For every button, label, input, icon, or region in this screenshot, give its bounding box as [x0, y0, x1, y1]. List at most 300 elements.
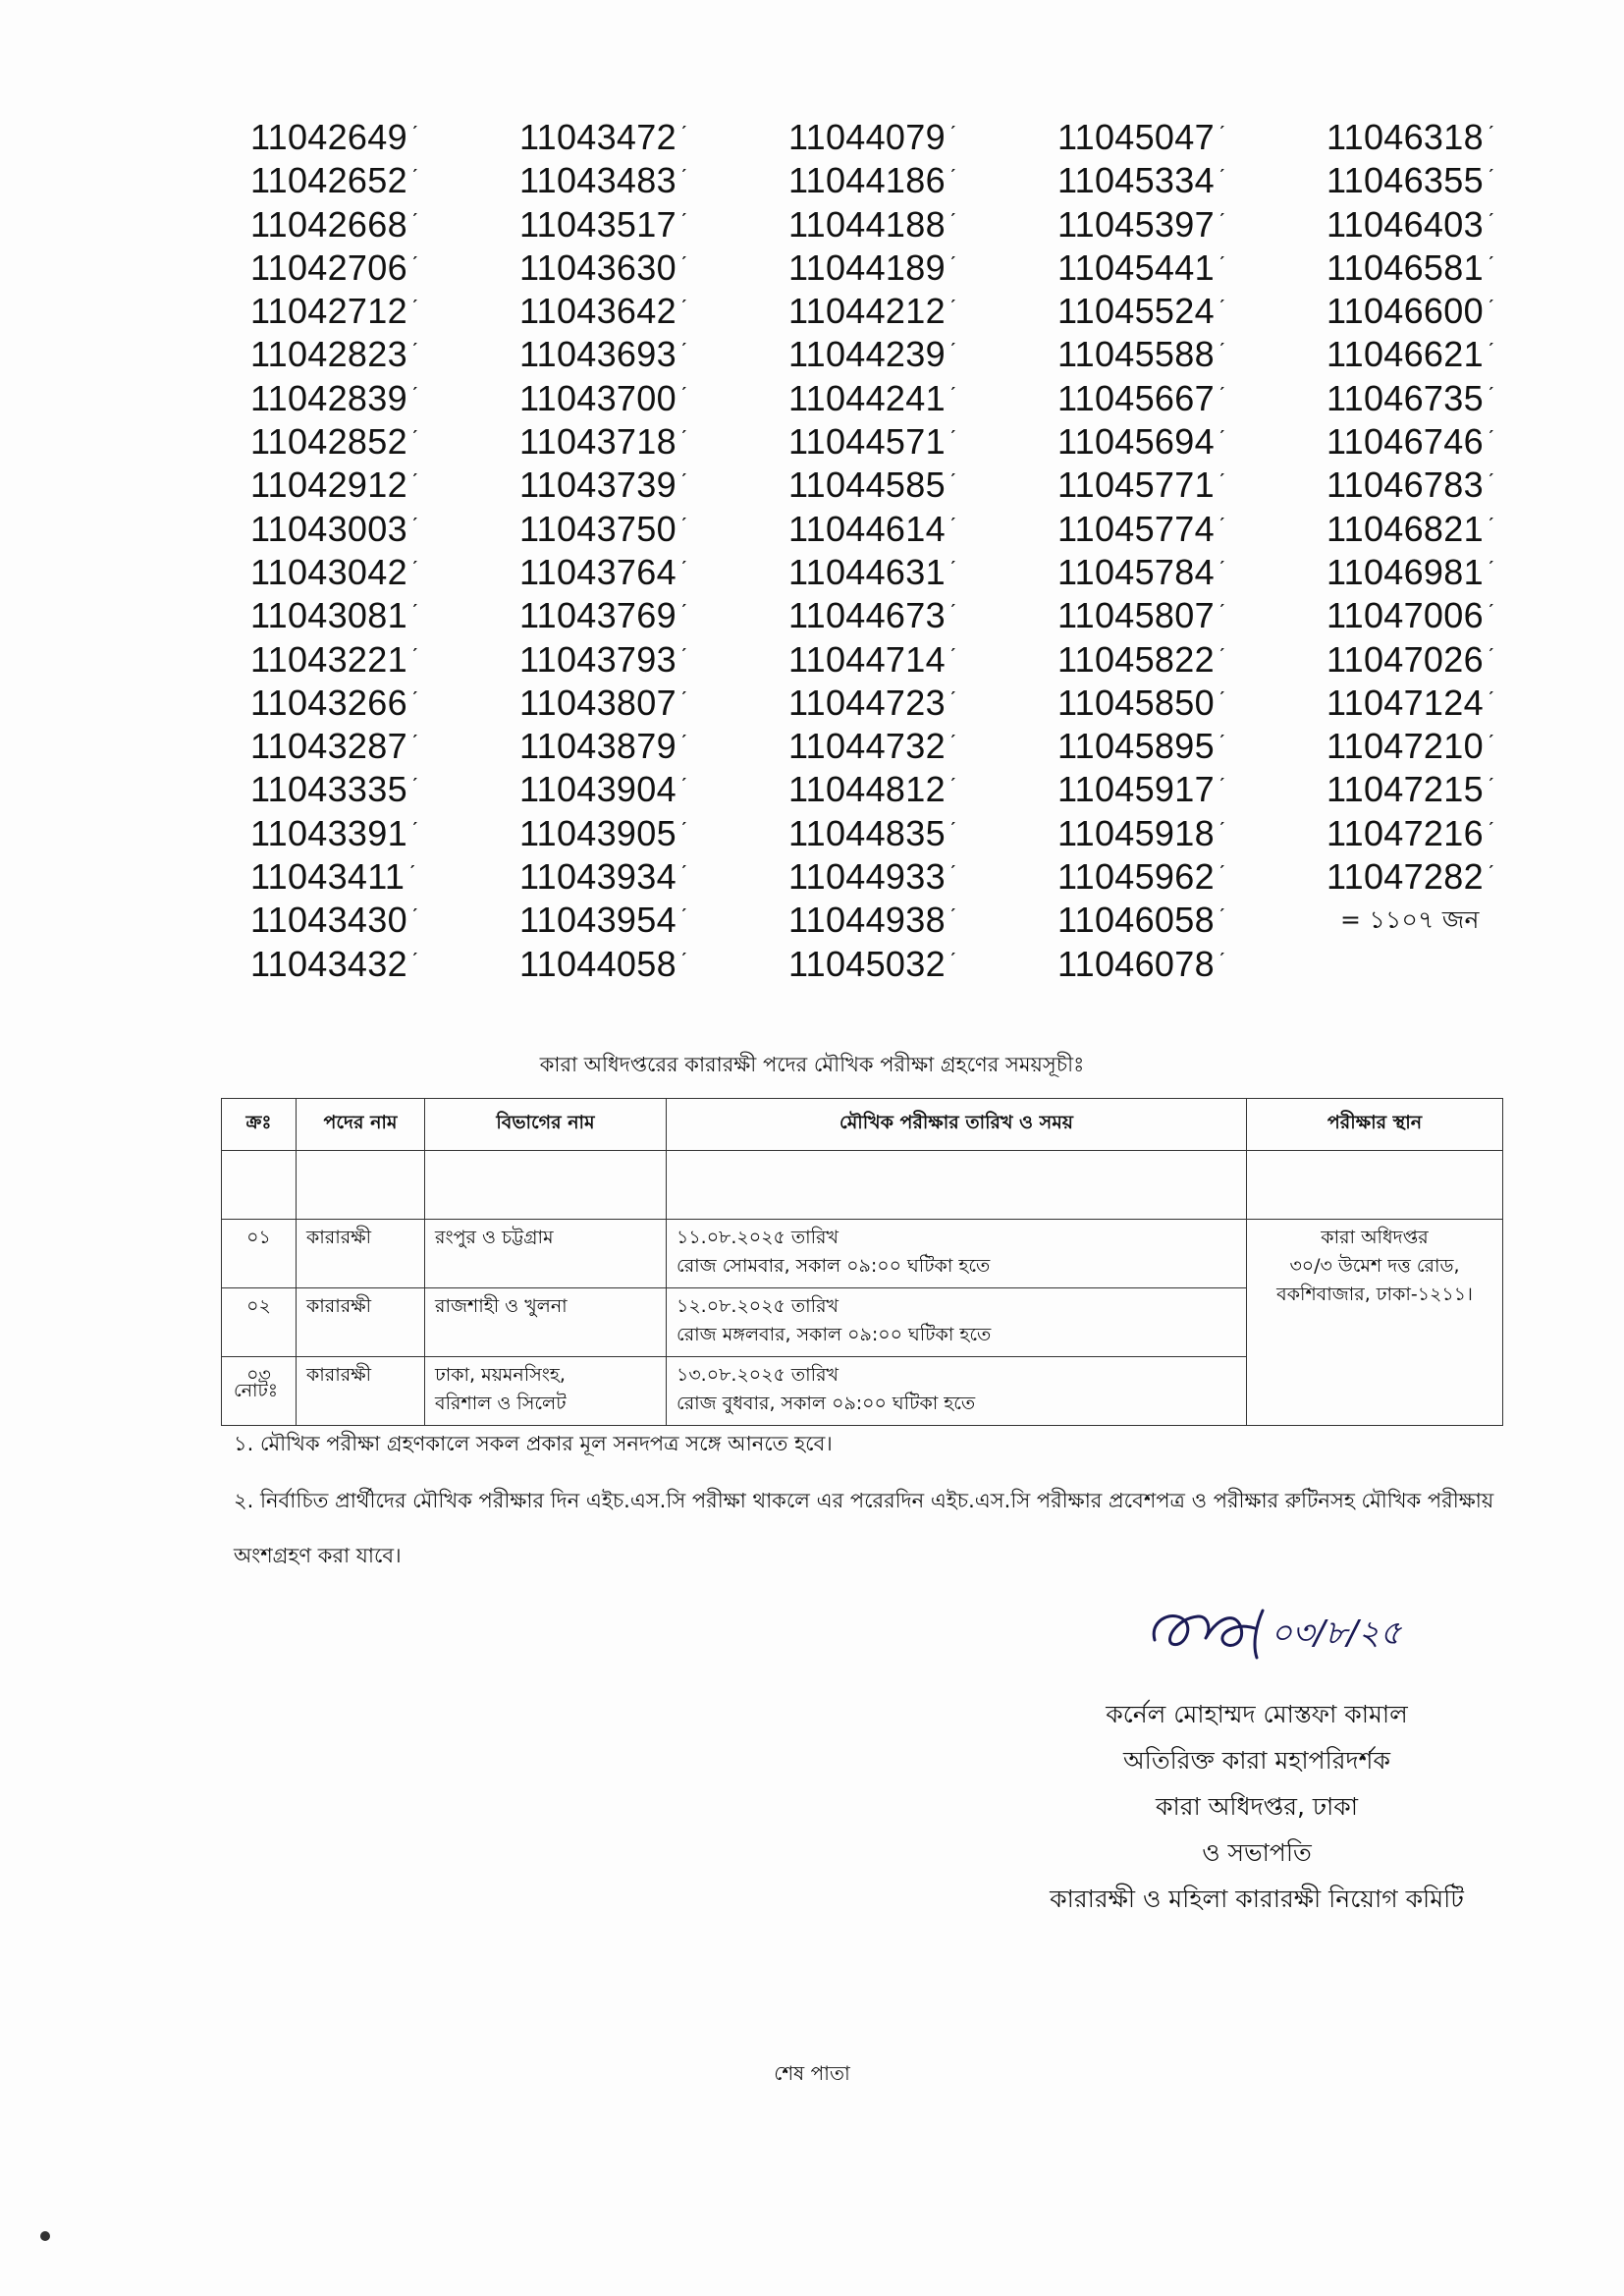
roll-number-text: 11043905 — [519, 812, 677, 853]
roll-number-text: 11046318 — [1326, 117, 1484, 157]
check-tick-icon: ˊ — [679, 251, 688, 277]
roll-number — [1057, 159, 1326, 202]
roll-number — [1326, 638, 1596, 682]
roll-number — [1057, 508, 1326, 551]
check-tick-icon: ˊ — [1487, 817, 1495, 843]
roll-number — [250, 420, 519, 464]
roll-number-text: 11046746 — [1326, 421, 1484, 463]
serial-cell: ০৩ — [222, 1357, 297, 1426]
roll-number — [1326, 594, 1596, 637]
roll-number-text: 11047026 — [1326, 638, 1484, 680]
roll-number — [519, 333, 788, 376]
check-tick-icon: ˊ — [1487, 513, 1495, 538]
roll-number — [519, 464, 788, 507]
roll-number-text: 11045918 — [1057, 812, 1215, 853]
roll-number-text: 11044835 — [788, 812, 946, 853]
signatory-name: কর্নেল মোহাম্মদ মোস্তফা কামাল — [1106, 1700, 1408, 1728]
exam-date: ১২.০৮.২০২৫ তারিখ — [677, 1295, 839, 1317]
roll-number — [1326, 159, 1596, 202]
check-tick-icon: ˊ — [679, 122, 688, 146]
roll-number-text: 11045032 — [788, 943, 946, 984]
check-tick-icon: ˊ — [1487, 600, 1495, 626]
roll-number — [1057, 768, 1326, 811]
roll-number — [519, 551, 788, 594]
signatory-role: ও সভাপতি — [1202, 1838, 1312, 1867]
roll-number — [788, 943, 1057, 986]
roll-number-text: 11045895 — [1057, 726, 1215, 767]
roll-number-text: 11044571 — [788, 421, 946, 463]
roll-number-text: 11043764 — [519, 551, 677, 592]
roll-number-text: 11044188 — [788, 203, 946, 245]
roll-number-text: 11043904 — [519, 769, 677, 810]
roll-number — [788, 682, 1057, 725]
roll-number — [250, 594, 519, 637]
check-tick-icon: ˊ — [679, 600, 688, 626]
check-tick-icon: ˊ — [1487, 731, 1495, 756]
roll-number — [519, 508, 788, 551]
check-tick-icon: ˊ — [679, 686, 688, 712]
division-cell — [425, 1357, 667, 1426]
check-tick-icon: ˊ — [1218, 643, 1226, 669]
roll-number — [250, 943, 519, 986]
exam-time: রোজ সোমবার, সকাল ০৯:০০ ঘটিকা হতে — [677, 1255, 991, 1277]
roll-number — [250, 768, 519, 811]
check-tick-icon: ˊ — [948, 296, 957, 321]
post-cell: কারারক্ষী — [297, 1357, 425, 1426]
check-tick-icon: ˊ — [679, 774, 688, 799]
division-line: রাজশাহী ও খুলনা — [435, 1295, 568, 1317]
roll-number-text: 11043221 — [250, 638, 407, 680]
roll-number-text: 11042668 — [250, 203, 407, 245]
roll-number — [788, 290, 1057, 333]
roll-number-text: 11043391 — [250, 812, 407, 853]
schedule-title: কারা অধিদপ্তরের কারারক্ষী পদের মৌখিক পরীক্ষা গ্রহণের সময়সূচীঃ — [539, 1053, 1085, 1076]
roll-number-text: 11042712 — [250, 291, 407, 332]
roll-number-text: 11042912 — [250, 465, 407, 506]
roll-number — [1057, 812, 1326, 855]
check-tick-icon: ˊ — [948, 774, 957, 799]
header-venue: পরীক্ষার স্থান — [1247, 1099, 1503, 1151]
exam-date: ১১.০৮.২০২৫ তারিখ — [677, 1227, 839, 1248]
header-post: পদের নাম — [297, 1099, 425, 1151]
roll-number — [1326, 203, 1596, 246]
check-tick-icon: ˊ — [679, 469, 688, 495]
check-tick-icon: ˊ — [948, 556, 957, 581]
roll-number — [788, 594, 1057, 637]
roll-number-text: 11043430 — [250, 900, 407, 941]
roll-number — [519, 420, 788, 464]
roll-number — [1057, 333, 1326, 376]
serial-cell: ০২ — [222, 1288, 297, 1357]
roll-number-text: 11046821 — [1326, 508, 1484, 549]
check-tick-icon: ˊ — [679, 861, 688, 887]
check-tick-icon: ˊ — [410, 948, 419, 973]
check-tick-icon: ˊ — [410, 643, 419, 669]
roll-number — [788, 725, 1057, 768]
roll-number-text: 11046355 — [1326, 160, 1484, 201]
header-date-time: মৌখিক পরীক্ষার তারিখ ও সময় — [667, 1099, 1247, 1151]
check-tick-icon: ˊ — [679, 382, 688, 408]
roll-number — [1057, 464, 1326, 507]
roll-number-text: 11045524 — [1057, 291, 1215, 332]
roll-number — [788, 768, 1057, 811]
roll-number-text: 11043517 — [519, 203, 677, 245]
roll-number-text: 11043750 — [519, 508, 677, 549]
roll-number-text: 11044079 — [788, 117, 946, 157]
check-tick-icon: ˊ — [1218, 948, 1226, 973]
roll-number — [250, 116, 519, 159]
check-tick-icon: ˊ — [1218, 513, 1226, 538]
roll-number-text: 11044585 — [788, 465, 946, 506]
check-tick-icon: ˊ — [410, 251, 419, 277]
check-tick-icon: ˊ — [948, 165, 957, 191]
check-tick-icon: ˊ — [408, 861, 416, 887]
check-tick-icon: ˊ — [410, 513, 419, 538]
header-division: বিভাগের নাম — [425, 1099, 667, 1151]
roll-number-text: 11045784 — [1057, 551, 1215, 592]
roll-number — [788, 812, 1057, 855]
check-tick-icon: ˊ — [948, 469, 957, 495]
roll-number — [788, 116, 1057, 159]
check-tick-icon: ˊ — [1218, 426, 1226, 452]
roll-number — [1326, 812, 1596, 855]
roll-number — [1326, 377, 1596, 420]
roll-number-text: 11045694 — [1057, 421, 1215, 463]
roll-number-text: 11045807 — [1057, 595, 1215, 636]
roll-number-text: 11047006 — [1326, 595, 1484, 636]
roll-number-text: 11046621 — [1326, 334, 1484, 375]
check-tick-icon: ˊ — [1218, 208, 1226, 234]
roll-number-text: 11047282 — [1326, 856, 1484, 898]
roll-number-text: 11044933 — [788, 856, 946, 898]
roll-number — [250, 246, 519, 290]
roll-number-text: 11047216 — [1326, 812, 1484, 853]
date-time-cell — [667, 1220, 1247, 1288]
check-tick-icon: ˊ — [1218, 339, 1226, 364]
signatory-block — [943, 1691, 1571, 1922]
roll-number — [250, 682, 519, 725]
check-tick-icon: ˊ — [948, 208, 957, 234]
check-tick-icon: ˊ — [1218, 382, 1226, 408]
check-tick-icon: ˊ — [948, 382, 957, 408]
roll-number — [250, 333, 519, 376]
venue-line: ৩০/৩ উমেশ দত্ত রোড, — [1289, 1255, 1460, 1277]
roll-number-text: 11043630 — [519, 246, 677, 288]
roll-number — [788, 420, 1057, 464]
check-tick-icon: ˊ — [1487, 165, 1495, 191]
check-tick-icon: ˊ — [410, 122, 419, 146]
roll-number-text: 11044189 — [788, 246, 946, 288]
check-tick-icon: ˊ — [1218, 904, 1226, 930]
exam-time: রোজ মঙ্গলবার, সকাল ০৯:০০ ঘটিকা হতে — [677, 1324, 992, 1345]
roll-number — [1326, 246, 1596, 290]
roll-number — [788, 159, 1057, 202]
roll-number — [1326, 682, 1596, 725]
roll-number — [1057, 203, 1326, 246]
check-tick-icon: ˊ — [1487, 208, 1495, 234]
roll-number-text: 11042852 — [250, 421, 407, 463]
check-tick-icon: ˊ — [1218, 686, 1226, 712]
roll-number — [788, 899, 1057, 942]
roll-number-text: 11043693 — [519, 334, 677, 375]
check-tick-icon: ˊ — [410, 774, 419, 799]
roll-number — [519, 768, 788, 811]
check-tick-icon: ˊ — [410, 904, 419, 930]
roll-number-text: 11045047 — [1057, 117, 1215, 157]
check-tick-icon: ˊ — [679, 731, 688, 756]
check-tick-icon: ˊ — [410, 469, 419, 495]
check-tick-icon: ˊ — [410, 165, 419, 191]
check-tick-icon: ˊ — [1218, 817, 1226, 843]
check-tick-icon: ˊ — [1487, 556, 1495, 581]
note-item: ১. মৌখিক পরীক্ষা গ্রহণকালে সকল প্রকার মূল সনদপত্র সঙ্গে আনতে হবে। — [234, 1432, 833, 1455]
roll-number — [519, 943, 788, 986]
roll-column — [1326, 116, 1596, 986]
check-tick-icon: ˊ — [948, 817, 957, 843]
check-tick-icon: ˊ — [1487, 339, 1495, 364]
check-tick-icon: ˊ — [948, 513, 957, 538]
roll-number-text: 11046058 — [1057, 900, 1215, 941]
roll-number-text: 11044732 — [788, 726, 946, 767]
roll-number — [1326, 290, 1596, 333]
roll-number — [250, 508, 519, 551]
venue-line: কারা অধিদপ্তর — [1321, 1227, 1429, 1248]
check-tick-icon: ˊ — [948, 251, 957, 277]
division-line: রংপুর ও চট্টগ্রাম — [435, 1227, 554, 1248]
roll-number — [788, 551, 1057, 594]
roll-number-text: 11043954 — [519, 900, 677, 941]
check-tick-icon: ˊ — [679, 296, 688, 321]
note-item: ২. নির্বাচিত প্রার্থীদের মৌখিক পরীক্ষার দিন এইচ.এস.সি পরীক্ষা থাকলে এর পরেরদিন এইচ.এস.সি পরীক্ষার প্রবেশপত্র ও পরীক্ষার রুটিনসহ মৌখিক পরীক্ষায় অংশগ্রহণ করা যাবে। — [234, 1489, 1494, 1567]
roll-number-text: 11044938 — [788, 900, 946, 941]
check-tick-icon: ˊ — [410, 817, 419, 843]
division-cell — [425, 1288, 667, 1357]
roll-number-text: 11043432 — [250, 943, 407, 984]
check-tick-icon: ˊ — [948, 339, 957, 364]
roll-number — [519, 116, 788, 159]
roll-number — [788, 333, 1057, 376]
roll-number — [1057, 420, 1326, 464]
check-tick-icon: ˊ — [679, 165, 688, 191]
check-tick-icon: ˊ — [1218, 296, 1226, 321]
roll-number-text: 11044239 — [788, 334, 946, 375]
roll-number-text: 11045667 — [1057, 377, 1215, 418]
check-tick-icon: ˊ — [1487, 382, 1495, 408]
schedule-header-row — [222, 1099, 1503, 1151]
signatory-designation: অতিরিক্ত কারা মহাপরিদর্শক — [1123, 1746, 1390, 1775]
roll-number — [1057, 899, 1326, 942]
roll-number — [519, 682, 788, 725]
roll-number-text: 11043335 — [250, 769, 407, 810]
roll-number — [1326, 551, 1596, 594]
roll-number-text: 11045822 — [1057, 638, 1215, 680]
roll-number-text: 11046078 — [1057, 943, 1215, 984]
check-tick-icon: ˊ — [1487, 251, 1495, 277]
roll-column — [519, 116, 788, 986]
roll-number-text: 11044614 — [788, 508, 946, 549]
roll-number-text: 11043769 — [519, 595, 677, 636]
date-time-cell — [667, 1357, 1247, 1426]
roll-number — [1057, 638, 1326, 682]
check-tick-icon: ˊ — [1487, 774, 1495, 799]
roll-number — [519, 812, 788, 855]
venue-cell — [1247, 1220, 1503, 1426]
roll-number-text: 11045334 — [1057, 160, 1215, 201]
check-tick-icon: ˊ — [948, 948, 957, 973]
roll-number — [250, 377, 519, 420]
roll-column — [1057, 116, 1326, 986]
check-tick-icon: ˊ — [410, 382, 419, 408]
signature-date: ০৩/৮/২৫ — [1271, 1613, 1402, 1653]
roll-column — [250, 116, 519, 986]
check-tick-icon: ˊ — [1218, 861, 1226, 887]
roll-number-text: 11043879 — [519, 726, 677, 767]
roll-number — [250, 812, 519, 855]
check-tick-icon: ˊ — [948, 731, 957, 756]
check-tick-icon: ˊ — [679, 904, 688, 930]
roll-number — [1057, 116, 1326, 159]
check-tick-icon: ˊ — [1218, 165, 1226, 191]
roll-number-text: 11046581 — [1326, 246, 1484, 288]
roll-number — [250, 290, 519, 333]
roll-number — [788, 464, 1057, 507]
check-tick-icon: ˊ — [679, 339, 688, 364]
roll-number — [788, 855, 1057, 899]
check-tick-icon: ˊ — [410, 731, 419, 756]
roll-number — [1057, 855, 1326, 899]
roll-number-grid — [250, 116, 1546, 986]
roll-number-text: 11043793 — [519, 638, 677, 680]
roll-number — [1326, 508, 1596, 551]
venue-line: বকশিবাজার, ঢাকা-১২১১। — [1276, 1284, 1473, 1305]
roll-number — [250, 638, 519, 682]
check-tick-icon: ˊ — [948, 600, 957, 626]
roll-number-text: 11046600 — [1326, 291, 1484, 332]
roll-number-text: 11044241 — [788, 377, 946, 418]
roll-number-text: 11043472 — [519, 117, 677, 157]
roll-number-text: 11047210 — [1326, 726, 1484, 767]
roll-number-text: 11044714 — [788, 638, 946, 680]
roll-number — [788, 377, 1057, 420]
division-line: বরিশাল ও সিলেট — [435, 1393, 567, 1414]
roll-number-text: 11043411 — [250, 856, 406, 898]
roll-number — [519, 246, 788, 290]
roll-number-text: 11042652 — [250, 160, 407, 201]
roll-number — [519, 899, 788, 942]
check-tick-icon: ˊ — [1218, 774, 1226, 799]
check-tick-icon: ˊ — [1218, 600, 1226, 626]
roll-column — [788, 116, 1057, 986]
check-tick-icon: ˊ — [679, 208, 688, 234]
check-tick-icon: ˊ — [1487, 296, 1495, 321]
post-cell: কারারক্ষী — [297, 1220, 425, 1288]
roll-number — [1326, 768, 1596, 811]
check-tick-icon: ˊ — [1487, 643, 1495, 669]
exam-date: ১৩.০৮.২০২৫ তারিখ — [677, 1364, 839, 1386]
roll-number-text: 11043739 — [519, 465, 677, 506]
roll-number — [788, 203, 1057, 246]
roll-number-text: 11045917 — [1057, 769, 1215, 810]
check-tick-icon: ˊ — [679, 556, 688, 581]
roll-number-text: 11045850 — [1057, 682, 1215, 723]
roll-number-text: 11043483 — [519, 160, 677, 201]
roll-number-text: 11043081 — [250, 595, 407, 636]
roll-number — [1326, 333, 1596, 376]
schedule-table — [221, 1098, 1503, 1426]
roll-number — [250, 551, 519, 594]
scan-speck — [40, 2231, 50, 2241]
roll-number — [519, 638, 788, 682]
check-tick-icon: ˊ — [410, 556, 419, 581]
page-footer: শেষ পাতা — [774, 2061, 850, 2085]
roll-number-text: 11044058 — [519, 943, 677, 984]
table-spacer-row — [222, 1151, 1503, 1220]
roll-number-text: 11043042 — [250, 551, 407, 592]
roll-number-text: 11045771 — [1057, 465, 1215, 506]
roll-number-text: 11043934 — [519, 856, 677, 898]
post-cell: কারারক্ষী — [297, 1288, 425, 1357]
roll-number — [1057, 551, 1326, 594]
total-count: = ১১০৭ জন — [1340, 905, 1480, 935]
check-tick-icon: ˊ — [679, 513, 688, 538]
roll-number-text: 11044812 — [788, 769, 946, 810]
roll-number — [1326, 725, 1596, 768]
roll-number — [788, 508, 1057, 551]
check-tick-icon: ˊ — [410, 686, 419, 712]
check-tick-icon: ˊ — [410, 600, 419, 626]
roll-number-text: 11043642 — [519, 291, 677, 332]
exam-time: রোজ বুধবার, সকাল ০৯:০০ ঘটিকা হতে — [677, 1393, 976, 1414]
roll-number — [1326, 420, 1596, 464]
division-line: ঢাকা, ময়মনসিংহ, — [435, 1364, 566, 1386]
roll-number — [250, 855, 519, 899]
check-tick-icon: ˊ — [679, 948, 688, 973]
roll-number-text: 11042823 — [250, 334, 407, 375]
roll-number — [1326, 855, 1596, 899]
roll-number — [250, 159, 519, 202]
roll-number — [1057, 594, 1326, 637]
check-tick-icon: ˊ — [1487, 469, 1495, 495]
date-time-cell — [667, 1288, 1247, 1357]
roll-number — [1057, 725, 1326, 768]
roll-number-text: 11044631 — [788, 551, 946, 592]
check-tick-icon: ˊ — [410, 208, 419, 234]
check-tick-icon: ˊ — [679, 426, 688, 452]
roll-number — [519, 594, 788, 637]
roll-number-text: 11043807 — [519, 682, 677, 723]
roll-number — [1057, 246, 1326, 290]
roll-number-text: 11043003 — [250, 508, 407, 549]
roll-number — [1057, 290, 1326, 333]
roll-number — [788, 246, 1057, 290]
roll-number — [519, 159, 788, 202]
roll-number — [519, 203, 788, 246]
check-tick-icon: ˊ — [948, 861, 957, 887]
roll-number — [250, 725, 519, 768]
check-tick-icon: ˊ — [410, 426, 419, 452]
check-tick-icon: ˊ — [1487, 426, 1495, 452]
check-tick-icon: ˊ — [948, 122, 957, 146]
roll-number — [250, 899, 519, 942]
signatory-committee: কারারক্ষী ও মহিলা কারারক্ষী নিয়োগ কমিটি — [1050, 1885, 1464, 1913]
check-tick-icon: ˊ — [1218, 556, 1226, 581]
roll-number — [519, 290, 788, 333]
roll-number — [250, 203, 519, 246]
roll-number-text: 11044673 — [788, 595, 946, 636]
header-serial: ক্রঃ — [222, 1099, 297, 1151]
roll-number — [1326, 116, 1596, 159]
roll-number-text: 11047124 — [1326, 682, 1484, 723]
